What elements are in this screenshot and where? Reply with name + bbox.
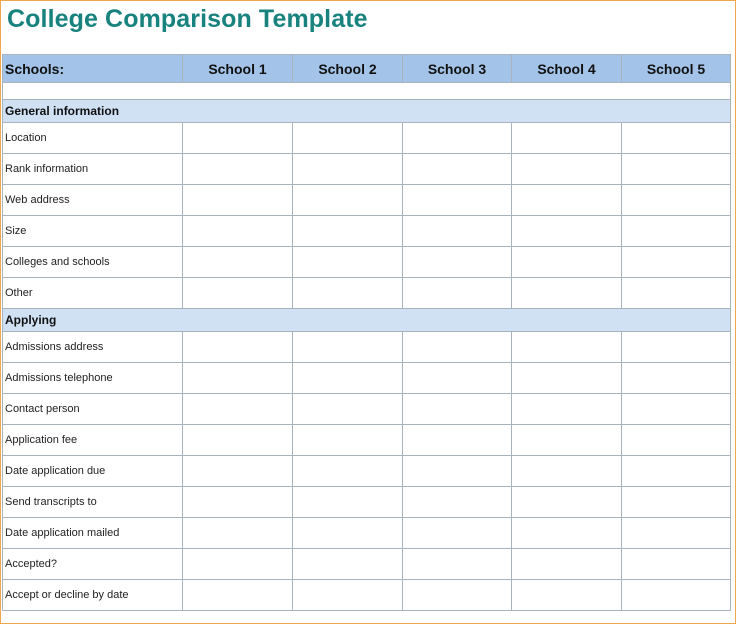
row-label: Admissions address bbox=[3, 332, 183, 363]
school-5-cell[interactable] bbox=[622, 580, 731, 611]
school-4-cell[interactable] bbox=[512, 332, 622, 363]
school-1-cell[interactable] bbox=[183, 278, 293, 309]
school-5-cell[interactable] bbox=[622, 456, 731, 487]
school-2-cell[interactable] bbox=[293, 216, 403, 247]
table-row bbox=[3, 123, 731, 154]
school-2-cell[interactable] bbox=[293, 278, 403, 309]
school-5-cell[interactable] bbox=[622, 425, 731, 456]
row-label: Date application mailed bbox=[3, 518, 183, 549]
school-4-cell[interactable] bbox=[512, 549, 622, 580]
comparison-table bbox=[2, 54, 731, 611]
school-2-cell[interactable] bbox=[293, 394, 403, 425]
school-5-cell[interactable] bbox=[622, 487, 731, 518]
school-1-cell[interactable] bbox=[183, 185, 293, 216]
school-3-cell[interactable] bbox=[403, 154, 512, 185]
school-1-cell[interactable] bbox=[183, 363, 293, 394]
school-2-cell[interactable] bbox=[293, 185, 403, 216]
school-4-cell[interactable] bbox=[512, 363, 622, 394]
school-5-cell[interactable] bbox=[622, 185, 731, 216]
school-5-cell[interactable] bbox=[622, 549, 731, 580]
section-heading: General information bbox=[3, 100, 731, 123]
row-label: Admissions telephone bbox=[3, 363, 183, 394]
school-3-cell[interactable] bbox=[403, 123, 512, 154]
school-3-cell[interactable] bbox=[403, 332, 512, 363]
section-row bbox=[3, 100, 731, 123]
row-label: Accepted? bbox=[3, 549, 183, 580]
school-1-cell[interactable] bbox=[183, 456, 293, 487]
school-1-cell[interactable] bbox=[183, 487, 293, 518]
school-3-header: School 3 bbox=[403, 55, 512, 83]
school-3-cell[interactable] bbox=[403, 278, 512, 309]
row-label: Rank information bbox=[3, 154, 183, 185]
school-2-cell[interactable] bbox=[293, 518, 403, 549]
school-4-cell[interactable] bbox=[512, 278, 622, 309]
document-title: College Comparison Template bbox=[7, 5, 368, 33]
row-label: Contact person bbox=[3, 394, 183, 425]
section-heading: Applying bbox=[3, 309, 731, 332]
school-5-cell[interactable] bbox=[622, 123, 731, 154]
table-row bbox=[3, 425, 731, 456]
school-3-cell[interactable] bbox=[403, 518, 512, 549]
table-row bbox=[3, 518, 731, 549]
row-label: Colleges and schools bbox=[3, 247, 183, 278]
school-4-cell[interactable] bbox=[512, 185, 622, 216]
school-4-cell[interactable] bbox=[512, 247, 622, 278]
table-row bbox=[3, 154, 731, 185]
row-label: Web address bbox=[3, 185, 183, 216]
school-3-cell[interactable] bbox=[403, 363, 512, 394]
school-5-cell[interactable] bbox=[622, 216, 731, 247]
school-2-cell[interactable] bbox=[293, 154, 403, 185]
school-1-cell[interactable] bbox=[183, 580, 293, 611]
school-2-header: School 2 bbox=[293, 55, 403, 83]
school-2-cell[interactable] bbox=[293, 247, 403, 278]
header-row bbox=[3, 55, 731, 83]
school-1-cell[interactable] bbox=[183, 518, 293, 549]
table-row bbox=[3, 487, 731, 518]
school-3-cell[interactable] bbox=[403, 247, 512, 278]
school-3-cell[interactable] bbox=[403, 394, 512, 425]
school-3-cell[interactable] bbox=[403, 216, 512, 247]
school-4-header: School 4 bbox=[512, 55, 622, 83]
table-row bbox=[3, 216, 731, 247]
school-3-cell[interactable] bbox=[403, 185, 512, 216]
table-row bbox=[3, 394, 731, 425]
school-3-cell[interactable] bbox=[403, 580, 512, 611]
school-5-cell[interactable] bbox=[622, 247, 731, 278]
school-5-header: School 5 bbox=[622, 55, 731, 83]
school-5-cell[interactable] bbox=[622, 518, 731, 549]
school-1-cell[interactable] bbox=[183, 216, 293, 247]
school-4-cell[interactable] bbox=[512, 456, 622, 487]
school-5-cell[interactable] bbox=[622, 332, 731, 363]
row-label: Send transcripts to bbox=[3, 487, 183, 518]
school-4-cell[interactable] bbox=[512, 123, 622, 154]
school-2-cell[interactable] bbox=[293, 123, 403, 154]
school-1-cell[interactable] bbox=[183, 247, 293, 278]
school-2-cell[interactable] bbox=[293, 549, 403, 580]
school-1-cell[interactable] bbox=[183, 425, 293, 456]
table-row bbox=[3, 580, 731, 611]
school-2-cell[interactable] bbox=[293, 456, 403, 487]
school-3-cell[interactable] bbox=[403, 549, 512, 580]
school-5-cell[interactable] bbox=[622, 278, 731, 309]
school-1-cell[interactable] bbox=[183, 154, 293, 185]
school-1-cell[interactable] bbox=[183, 123, 293, 154]
school-4-cell[interactable] bbox=[512, 154, 622, 185]
spacer-row bbox=[3, 83, 731, 100]
school-4-cell[interactable] bbox=[512, 518, 622, 549]
school-2-cell[interactable] bbox=[293, 332, 403, 363]
school-3-cell[interactable] bbox=[403, 425, 512, 456]
school-1-cell[interactable] bbox=[183, 394, 293, 425]
table-row bbox=[3, 247, 731, 278]
school-5-cell[interactable] bbox=[622, 394, 731, 425]
school-2-cell[interactable] bbox=[293, 580, 403, 611]
row-label: Other bbox=[3, 278, 183, 309]
school-1-cell[interactable] bbox=[183, 549, 293, 580]
row-label: Date application due bbox=[3, 456, 183, 487]
school-5-cell[interactable] bbox=[622, 154, 731, 185]
schools-label: Schools: bbox=[3, 55, 183, 83]
school-3-cell[interactable] bbox=[403, 487, 512, 518]
school-4-cell[interactable] bbox=[512, 425, 622, 456]
row-label: Size bbox=[3, 216, 183, 247]
school-4-cell[interactable] bbox=[512, 394, 622, 425]
table-row bbox=[3, 363, 731, 394]
school-1-header: School 1 bbox=[183, 55, 293, 83]
school-3-cell[interactable] bbox=[403, 456, 512, 487]
table-row bbox=[3, 185, 731, 216]
school-4-cell[interactable] bbox=[512, 487, 622, 518]
school-4-cell[interactable] bbox=[512, 216, 622, 247]
table-row bbox=[3, 278, 731, 309]
row-label: Accept or decline by date bbox=[3, 580, 183, 611]
school-1-cell[interactable] bbox=[183, 332, 293, 363]
table-row bbox=[3, 332, 731, 363]
row-label: Location bbox=[3, 123, 183, 154]
spacer-cell bbox=[3, 83, 731, 100]
row-label: Application fee bbox=[3, 425, 183, 456]
school-2-cell[interactable] bbox=[293, 425, 403, 456]
table-row bbox=[3, 549, 731, 580]
section-row bbox=[3, 309, 731, 332]
table-row bbox=[3, 456, 731, 487]
school-4-cell[interactable] bbox=[512, 580, 622, 611]
school-2-cell[interactable] bbox=[293, 363, 403, 394]
school-2-cell[interactable] bbox=[293, 487, 403, 518]
school-5-cell[interactable] bbox=[622, 363, 731, 394]
